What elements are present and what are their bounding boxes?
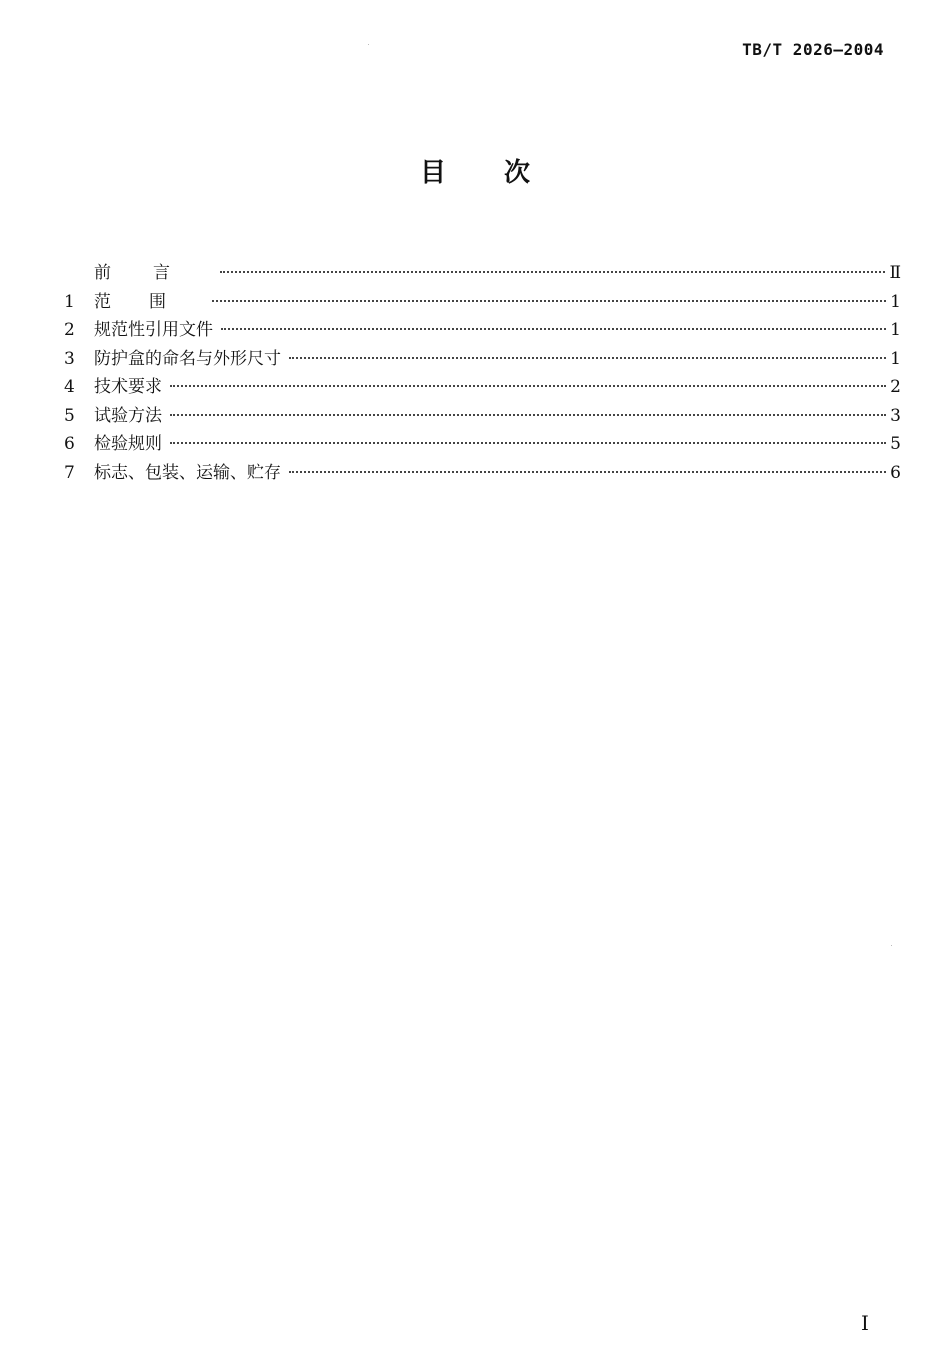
dot-leader [289, 357, 886, 359]
table-of-contents [64, 259, 901, 487]
page-number: I [861, 1311, 869, 1335]
toc-entry-page: 6 [890, 462, 901, 483]
toc-entry-title: 试验方法 [94, 405, 162, 426]
toc-entry-title: 标志、包装、运输、贮存 [94, 462, 281, 483]
toc-entry-number: 2 [64, 320, 75, 340]
toc-entry-number: 5 [64, 405, 75, 426]
page-title: 目次 [419, 158, 588, 188]
document-code: TB/T 2026—2004 [742, 40, 884, 59]
toc-entry-title: 范围 [94, 291, 204, 312]
toc-entry-inspection-rules[interactable] [64, 430, 901, 459]
toc-entry-number: 1 [64, 291, 75, 312]
scan-speck [368, 44, 369, 45]
toc-entry-number: 4 [64, 377, 75, 397]
toc-entry-page: Ⅱ [889, 263, 901, 283]
toc-entry-title: 前言 [94, 263, 212, 283]
toc-entry-page: 1 [890, 291, 901, 312]
dot-leader [170, 414, 886, 416]
toc-entry-preface[interactable] [64, 259, 901, 288]
toc-entry-title: 技术要求 [94, 377, 162, 397]
toc-entry-page: 1 [890, 348, 901, 369]
toc-entry-page: 3 [890, 405, 901, 426]
toc-entry-page: 2 [890, 377, 901, 397]
toc-entry-page: 1 [890, 320, 901, 340]
toc-entry-test-methods[interactable] [64, 402, 901, 431]
toc-entry-title: 检验规则 [94, 434, 162, 454]
dot-leader [221, 328, 886, 330]
toc-entry-page: 5 [890, 434, 901, 454]
toc-entry-normative-references[interactable] [64, 316, 901, 345]
toc-entry-number: 6 [64, 434, 75, 454]
dot-leader [170, 385, 886, 387]
toc-entry-number: 3 [64, 348, 75, 369]
dot-leader [220, 271, 885, 273]
dot-leader [212, 300, 886, 302]
toc-entry-title: 规范性引用文件 [94, 320, 213, 340]
toc-entry-title: 防护盒的命名与外形尺寸 [94, 348, 281, 369]
dot-leader [289, 471, 886, 473]
toc-entry-naming-dimensions[interactable] [64, 345, 901, 374]
toc-entry-marking-packaging[interactable] [64, 459, 901, 488]
scan-speck [891, 945, 892, 946]
toc-entry-number: 7 [64, 462, 75, 483]
toc-entry-scope[interactable] [64, 288, 901, 317]
toc-entry-technical-requirements[interactable] [64, 373, 901, 402]
dot-leader [170, 442, 886, 444]
